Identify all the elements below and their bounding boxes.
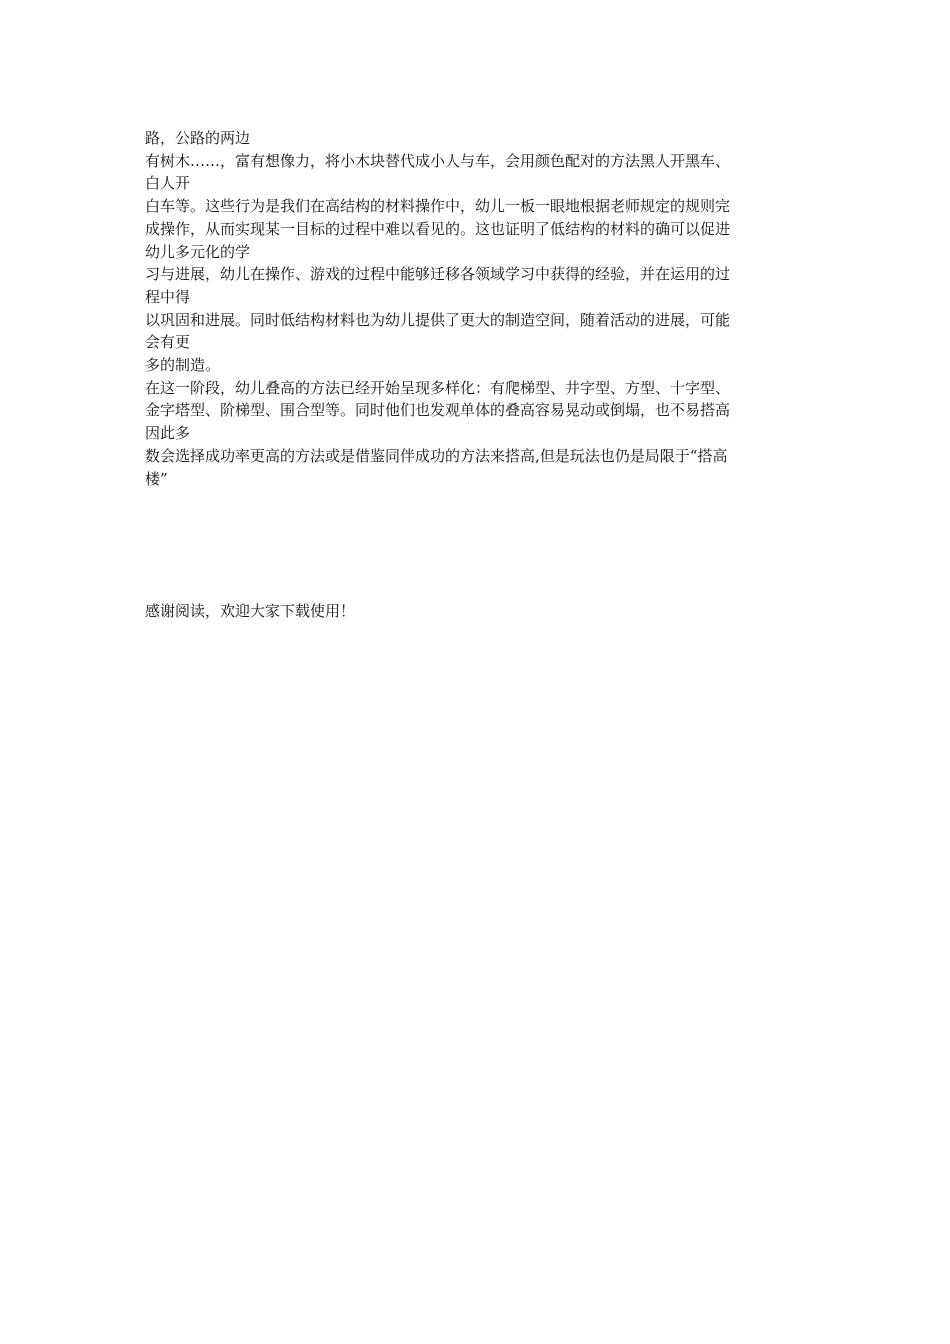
text-line: 白车等。这些行为是我们在高结构的材料操作中，幼儿一板一眼地根据老师规定的规则完 [145, 197, 731, 216]
closing-note: 感谢阅读，欢迎大家下载使用！ [145, 602, 356, 620]
text-line: 会有更 [145, 333, 191, 352]
text-line: 路，公路的两边 [145, 129, 251, 147]
text-line: 幼儿多元化的学 [145, 242, 251, 261]
text-line: 习与进展，幼儿在操作、游戏的过程中能够迁移各领域学习中获得的经验，并在运用的过 [145, 265, 731, 284]
text-line: 金字塔型、阶梯型、围合型等。同时他们也发观单体的叠高容易晃动或倒塌，也不易搭高 [145, 401, 731, 420]
text-line: 在这一阶段，幼儿叠高的方法已经开始呈现多样化：有爬梯型、井字型、方型、十字型、 [145, 378, 731, 397]
text-line: 程中得 [145, 287, 191, 306]
text-line: 有树木……，富有想像力，将小木块替代成小人与车，会用颜色配对的方法黑人开黑车、 [145, 151, 731, 170]
text-line: 成操作，从而实现某一目标的过程中难以看见的。这也证明了低结构的材料的确可以促进 [145, 219, 731, 238]
text-line: 数会选择成功率更高的方法或是借鉴同伴成功的方法来搭高,但是玩法也仍是局限于“搭高 [145, 446, 728, 465]
text-line: 多的制造。 [145, 356, 221, 375]
text-line: 白人开 [145, 174, 191, 193]
text-line: 楼” [145, 469, 168, 488]
body-text [145, 127, 815, 490]
text-line: 因此多 [145, 424, 191, 443]
text-line: 以巩固和进展。同时低结构材料也为幼儿提供了更大的制造空间，随着活动的进展，可能 [145, 310, 731, 329]
